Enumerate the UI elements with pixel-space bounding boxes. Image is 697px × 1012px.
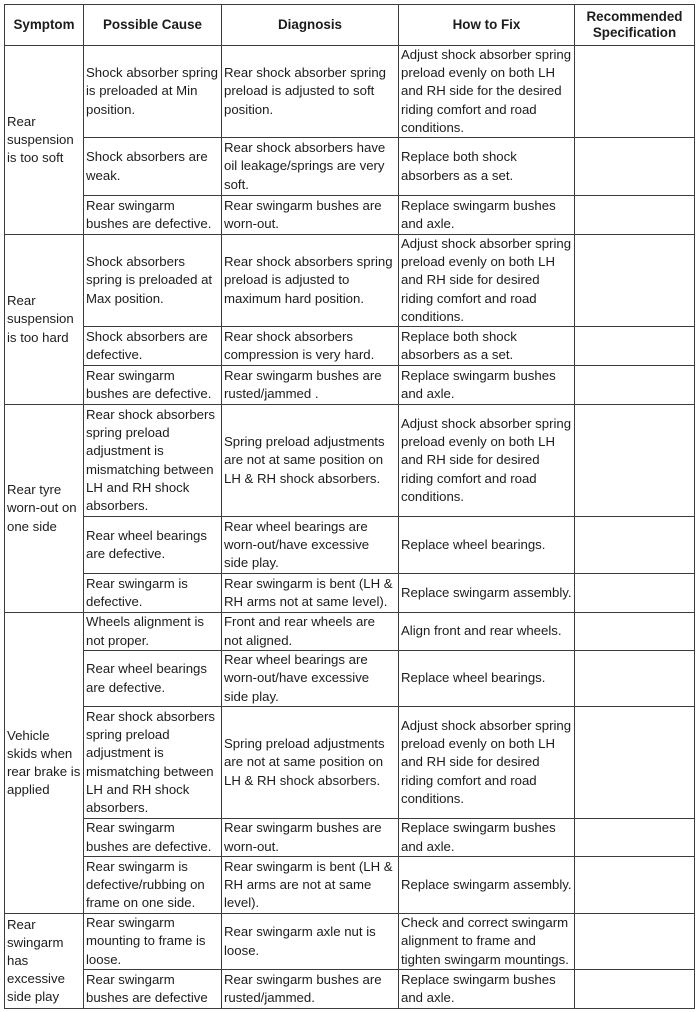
cause-cell: Rear wheel bearings are defective.	[84, 517, 222, 574]
table-row	[5, 970, 695, 1009]
cause-cell: Shock absorbers are weak.	[84, 138, 222, 196]
header-row	[5, 5, 695, 46]
fix-cell: Replace both shock absorbers as a set.	[399, 327, 575, 366]
fix-cell: Adjust shock absorber spring preload evenly on both LH and RH side for the desired riding comfort and road conditions.	[399, 46, 575, 138]
fix-cell: Replace both shock absorbers as a set.	[399, 138, 575, 196]
table-row	[5, 235, 695, 327]
cause-cell: Rear swingarm bushes are defective	[84, 970, 222, 1009]
cause-cell: Rear shock absorbers spring preload adjustment is mismatching between LH and RH shock absorbers.	[84, 707, 222, 819]
header-diagnosis: Diagnosis	[222, 5, 399, 46]
fix-cell: Replace wheel bearings.	[399, 517, 575, 574]
diagnosis-cell: Spring preload adjustments are not at same position on LH & RH shock absorbers.	[222, 405, 399, 517]
table-row	[5, 196, 695, 235]
table-row	[5, 707, 695, 819]
diagnosis-cell: Rear swingarm bushes are worn-out.	[222, 196, 399, 235]
cause-cell: Rear swingarm bushes are defective.	[84, 819, 222, 857]
diagnosis-cell: Rear wheel bearings are worn-out/have excessive side play.	[222, 517, 399, 574]
header-recommended-specification: Recommended Specification	[575, 5, 695, 46]
spec-cell	[575, 574, 695, 613]
fix-cell: Adjust shock absorber spring preload evenly on both LH and RH side for desired riding comfort and road conditions.	[399, 405, 575, 517]
diagnosis-cell: Spring preload adjustments are not at same position on LH & RH shock absorbers.	[222, 707, 399, 819]
header-how-to-fix: How to Fix	[399, 5, 575, 46]
diagnosis-cell: Rear wheel bearings are worn-out/have excessive side play.	[222, 651, 399, 707]
fix-cell: Replace swingarm assembly.	[399, 574, 575, 613]
diagnosis-cell: Rear swingarm is bent (LH & RH arms not at same level).	[222, 574, 399, 613]
diagnosis-cell: Rear swingarm bushes are worn-out.	[222, 819, 399, 857]
spec-cell	[575, 819, 695, 857]
cause-cell: Shock absorbers are defective.	[84, 327, 222, 366]
cause-cell: Rear swingarm is defective/rubbing on frame on one side.	[84, 857, 222, 914]
spec-cell	[575, 327, 695, 366]
fix-cell: Replace swingarm bushes and axle.	[399, 366, 575, 405]
table-row	[5, 46, 695, 138]
cause-cell: Shock absorber spring is preloaded at Min position.	[84, 46, 222, 138]
table-row	[5, 574, 695, 613]
fix-cell: Replace swingarm bushes and axle.	[399, 196, 575, 235]
cause-cell: Shock absorbers spring is preloaded at Max position.	[84, 235, 222, 327]
spec-cell	[575, 405, 695, 517]
table-row	[5, 138, 695, 196]
fix-cell: Replace wheel bearings.	[399, 651, 575, 707]
diagnosis-cell: Rear shock absorbers spring preload is adjusted to maximum hard position.	[222, 235, 399, 327]
table-row	[5, 613, 695, 651]
spec-cell	[575, 366, 695, 405]
fix-cell: Check and correct swingarm alignment to frame and tighten swingarm mountings.	[399, 914, 575, 970]
cause-cell: Rear shock absorbers spring preload adjustment is mismatching between LH and RH shock absorbers.	[84, 405, 222, 517]
spec-cell	[575, 613, 695, 651]
cause-cell: Rear swingarm bushes are defective.	[84, 196, 222, 235]
diagnosis-cell: Rear swingarm bushes are rusted/jammed.	[222, 970, 399, 1009]
fix-cell: Adjust shock absorber spring preload evenly on both LH and RH side for desired riding comfort and road conditions.	[399, 235, 575, 327]
table-row	[5, 517, 695, 574]
table-row	[5, 405, 695, 517]
spec-cell	[575, 857, 695, 914]
fix-cell: Replace swingarm bushes and axle.	[399, 819, 575, 857]
spec-cell	[575, 138, 695, 196]
diagnosis-cell: Rear swingarm axle nut is loose.	[222, 914, 399, 970]
cause-cell: Rear wheel bearings are defective.	[84, 651, 222, 707]
spec-cell	[575, 707, 695, 819]
spec-cell	[575, 235, 695, 327]
troubleshooting-table	[4, 4, 695, 1009]
symptom-cell: Rear suspension is too soft	[5, 46, 84, 235]
cause-cell: Rear swingarm mounting to frame is loose.	[84, 914, 222, 970]
spec-cell	[575, 196, 695, 235]
diagnosis-cell: Rear shock absorbers have oil leakage/springs are very soft.	[222, 138, 399, 196]
diagnosis-cell: Rear shock absorbers compression is very hard.	[222, 327, 399, 366]
cause-cell: Rear swingarm bushes are defective.	[84, 366, 222, 405]
diagnosis-cell: Rear swingarm bushes are rusted/jammed .	[222, 366, 399, 405]
spec-cell	[575, 517, 695, 574]
symptom-cell: Vehicle skids when rear brake is applied	[5, 613, 84, 914]
fix-cell: Align front and rear wheels.	[399, 613, 575, 651]
table-row	[5, 327, 695, 366]
header-symptom: Symptom	[5, 5, 84, 46]
spec-cell	[575, 651, 695, 707]
cause-cell: Wheels alignment is not proper.	[84, 613, 222, 651]
table-row	[5, 651, 695, 707]
spec-cell	[575, 970, 695, 1009]
table-row	[5, 819, 695, 857]
symptom-cell: Rear tyre worn-out on one side	[5, 405, 84, 613]
fix-cell: Replace swingarm bushes and axle.	[399, 970, 575, 1009]
table-row	[5, 857, 695, 914]
spec-cell	[575, 914, 695, 970]
spec-cell	[575, 46, 695, 138]
cause-cell: Rear swingarm is defective.	[84, 574, 222, 613]
fix-cell: Adjust shock absorber spring preload evenly on both LH and RH side for desired riding comfort and road conditions.	[399, 707, 575, 819]
diagnosis-cell: Rear shock absorber spring preload is adjusted to soft position.	[222, 46, 399, 138]
diagnosis-cell: Front and rear wheels are not aligned.	[222, 613, 399, 651]
table-row	[5, 914, 695, 970]
fix-cell: Replace swingarm assembly.	[399, 857, 575, 914]
header-possible-cause: Possible Cause	[84, 5, 222, 46]
symptom-cell: Rear suspension is too hard	[5, 235, 84, 405]
table-row	[5, 366, 695, 405]
diagnosis-cell: Rear swingarm is bent (LH & RH arms are not at same level).	[222, 857, 399, 914]
symptom-cell: Rear swingarm has excessive side play	[5, 914, 84, 1009]
